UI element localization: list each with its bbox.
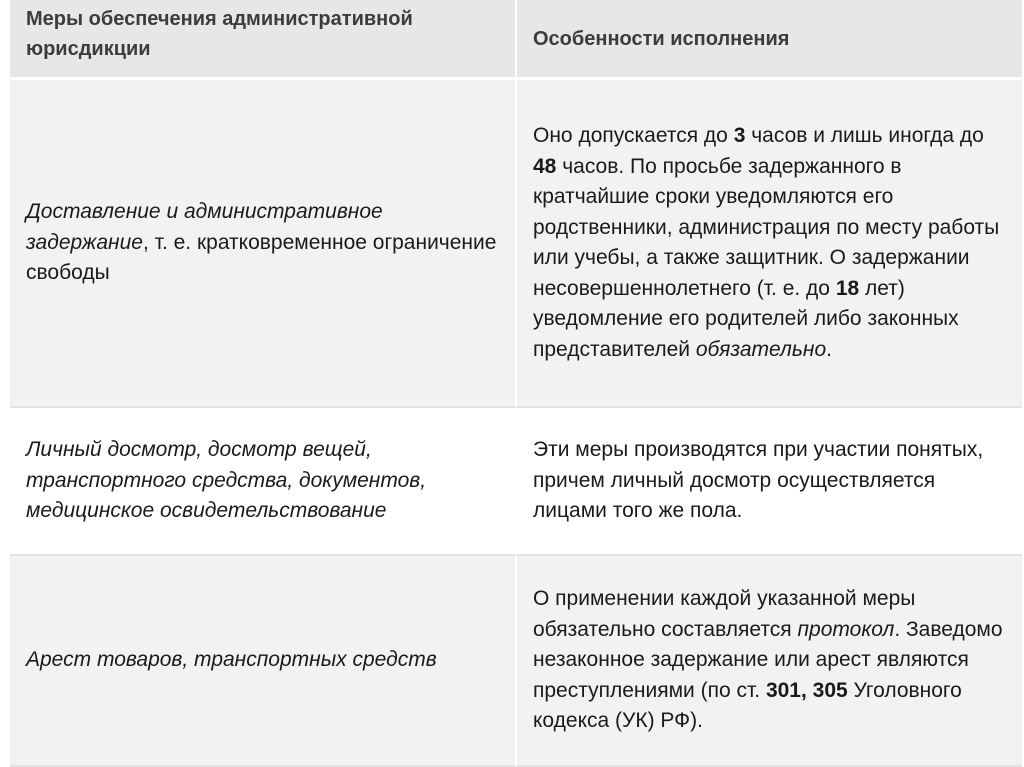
table-row-detention-detail: [517, 80, 1022, 408]
detention-measure-italic: Доставление и административное задержание: [26, 200, 383, 254]
header-measures: [10, 0, 517, 80]
table-row-arrest-measure: [10, 556, 517, 767]
search-detail-text: Эти меры производятся при участии понятых, причем личный досмотр осуществляется лицами того же пола.: [533, 438, 984, 523]
header-measures-label: Меры обеспечения административной юрисдикции: [26, 8, 413, 60]
detention-measure-text: [26, 197, 497, 289]
table-row-search-measure: [10, 408, 517, 556]
search-measure-text: Личный досмотр, досмотр вещей, транспортного средства, документов, медицинское освидетельствование: [26, 438, 427, 523]
header-features: [517, 0, 1022, 80]
arrest-measure-text: Арест товаров, транспортных средств: [26, 648, 437, 672]
detention-detail-text: Оно допускается до 3 часов и лишь иногда до 48 часов. По просьбе задержанного в кратчайшие сроки уведомляются его родственники, администрация по месту работы или учебы, а также защитник. О задержании несовершеннолетнего (т. е. до 18 лет) уведомление его родителей либо законных представителей обязательно.: [533, 124, 1000, 361]
table-row-arrest-detail: [517, 556, 1022, 767]
detention-measure-rest: , т. е. кратковременное ограничение свободы: [26, 230, 497, 285]
measures-table: [10, 0, 1022, 767]
arrest-detail-text: О применении каждой указанной меры обязательно составляется протокол. Заведомо незаконное задержание или арест являются преступлениями (по ст. 301, 305 Уголовного кодекса (УК) РФ).: [533, 587, 1003, 733]
table-row-detention-measure: [10, 80, 517, 408]
header-features-label: Особенности исполнения: [533, 27, 790, 50]
table-row-search-detail: [517, 408, 1022, 556]
